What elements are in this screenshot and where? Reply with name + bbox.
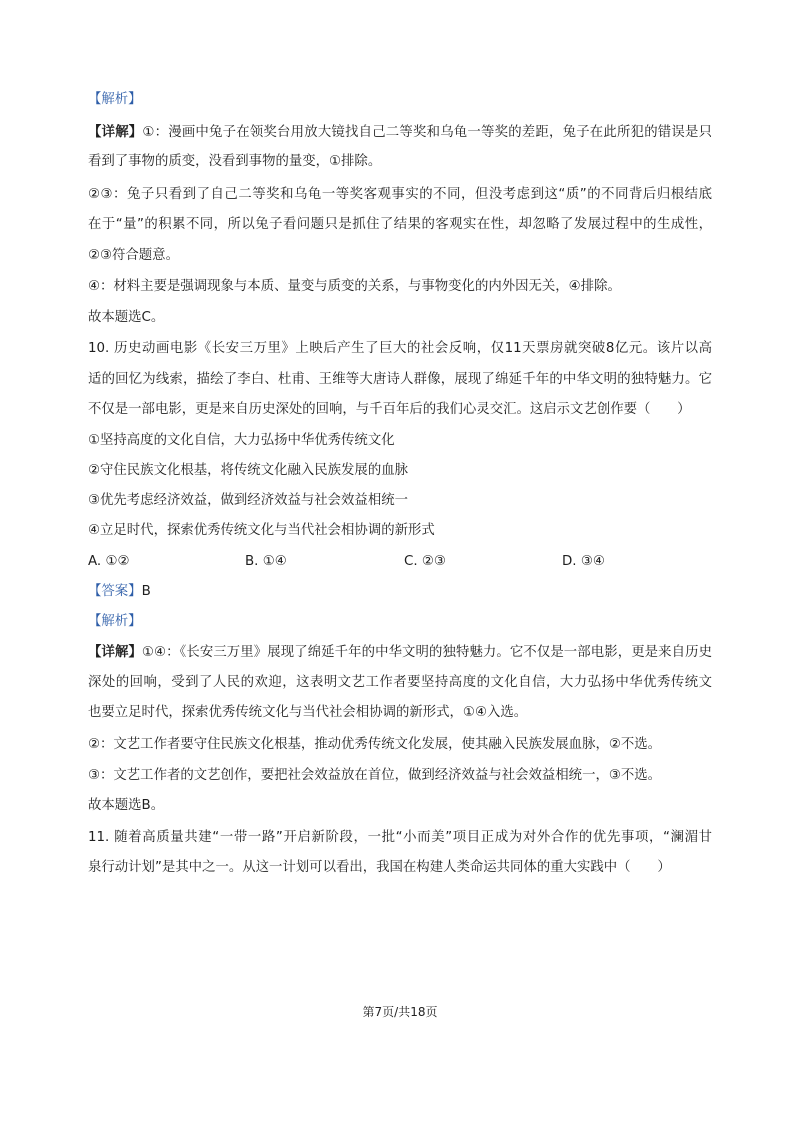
text-line: 在于“量”的积累不同，所以兔子看问题只是抓住了结果的客观实在性，却忽略了发展过程中的生成性，: [88, 217, 712, 232]
analysis-heading: 【解析】: [88, 614, 142, 629]
text-line: 深处的回响，受到了人民的欢迎，这表明文艺工作者要坚持高度的文化自信，大力弘扬中华优秀传统文: [88, 675, 712, 690]
text-line: 看到了事物的质变，没看到事物的量变，①排除。: [88, 154, 382, 169]
option-b: [245, 552, 287, 572]
text-line: [88, 123, 712, 143]
question-stem-line: [88, 828, 712, 848]
detail-text: ①：漫画中兔子在领奖台用放大镜找自己二等奖和乌龟一等奖的差距，兔子在此所犯的错误是只: [142, 125, 712, 140]
option-value: ①②: [105, 554, 130, 569]
text-line: ②：文艺工作者要守住民族文化根基，推动优秀传统文化发展，使其融入民族发展血脉，②不选。: [88, 737, 662, 752]
option-a: [88, 552, 129, 572]
statement-1: ①坚持高度的文化自信，大力弘扬中华优秀传统文化: [88, 433, 395, 448]
option-value: ②③: [421, 554, 446, 569]
option-value: ③④: [580, 554, 605, 569]
question-number: 10.: [88, 341, 110, 356]
option-letter: B.: [245, 554, 259, 569]
page-indicator: 第7页/共18页: [362, 1005, 438, 1019]
detail-label: 【详解】: [88, 125, 143, 140]
option-value: ①④: [262, 554, 287, 569]
statement-2: ②守住民族文化根基，将传统文化融入民族发展的血脉: [88, 463, 408, 478]
answer-label: 【答案】: [88, 584, 142, 599]
question-stem-line: 不仅是一部电影，更是来自历史深处的回响，与千百年后的我们心灵交汇。这启示文艺创作要（ ）: [88, 402, 691, 417]
answer-line: [88, 582, 712, 602]
text-line: ②③符合题意。: [88, 248, 179, 263]
text-line: ④：材料主要是强调现象与本质、量变与质变的关系，与事物变化的内外因无关，④排除。: [88, 279, 621, 294]
option-d: [562, 552, 605, 572]
analysis-heading: 【解析】: [88, 92, 142, 107]
statement-4: ④立足时代，探索优秀传统文化与当代社会相协调的新形式: [88, 523, 435, 538]
answer-value: B: [141, 584, 151, 599]
stem-text: 历史动画电影《长安三万里》上映后产生了巨大的社会反响，仅11天票房就突破8亿元。该片以高: [114, 341, 712, 356]
question-stem-line: 适的回忆为线索，描绘了李白、杜甫、王维等大唐诗人群像，展现了绵延千年的中华文明的独特魅力。它: [88, 372, 712, 387]
statement-3: ③优先考虑经济效益，做到经济效益与社会效益相统一: [88, 493, 408, 508]
question-stem-line: 泉行动计划”是其中之一。从这一计划可以看出，我国在构建人类命运共同体的重大实践中（ ）: [88, 860, 671, 875]
conclusion-line: 故本题选C。: [88, 310, 165, 325]
option-letter: A.: [88, 554, 102, 569]
stem-text: 随着高质量共建“一带一路”开启新阶段，一批“小而美”项目正成为对外合作的优先事项，“澜湄甘: [114, 830, 712, 845]
detail-label: 【详解】: [88, 645, 142, 660]
text-line: ③：文艺工作者的文艺创作，要把社会效益放在首位，做到经济效益与社会效益相统一，③不选。: [88, 768, 662, 783]
text-line: 也要立足时代，探索优秀传统文化与当代社会相协调的新形式，①④入选。: [88, 705, 528, 720]
option-c: [404, 552, 446, 572]
text-line: [88, 643, 712, 663]
conclusion-line: 故本题选B。: [88, 798, 165, 813]
option-letter: D.: [562, 554, 577, 569]
option-letter: C.: [404, 554, 418, 569]
question-number: 11.: [88, 830, 110, 845]
text-line: ②③：兔子只看到了自己二等奖和乌龟一等奖客观事实的不同，但没考虑到这“质”的不同背后归根结底: [88, 187, 712, 202]
question-stem-line: [88, 339, 712, 359]
detail-text: ①④：《长安三万里》展现了绵延千年的中华文明的独特魅力。它不仅是一部电影，更是来自历史: [141, 645, 712, 660]
